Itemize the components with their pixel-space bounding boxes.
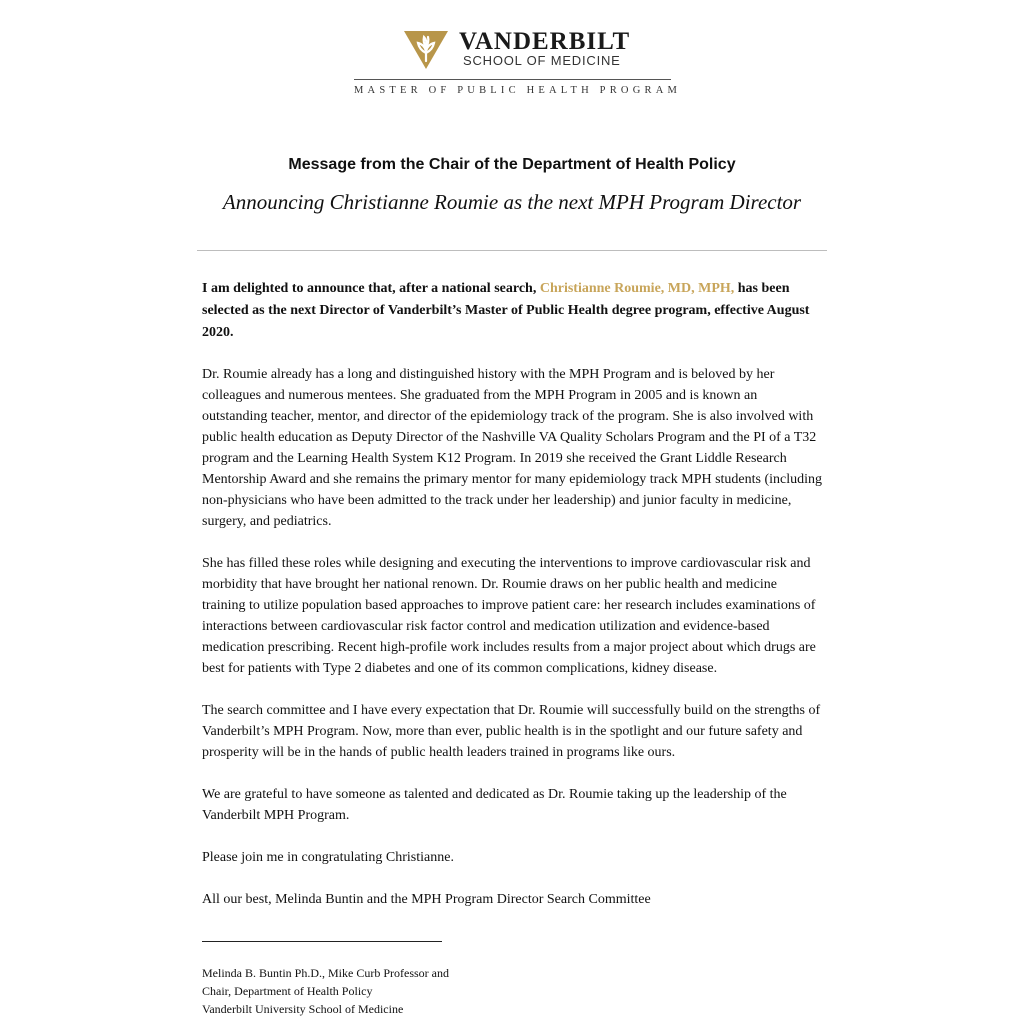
lead-text-after: has been selected as the next Director of Vanderbilt’s Master of Public Health degree program, effective August 2020. xyxy=(202,281,810,340)
brand-school: SCHOOL OF MEDICINE xyxy=(463,53,621,68)
paragraph-research: She has filled these roles while designing and executing the interventions to improve cardiovascular risk and morbidity that have brought her national renown. Dr. Roumie draws on her public health and medicine training to utilize population based approaches to improve patient care: her research includes examinations of interactions between cardiovascular risk factor control and medication utilization and evidence-based medication prescribing. Recent high-profile work includes results from a major project about which drugs are best for patients with Type 2 diabetes and one of its common complications, kidney disease. xyxy=(202,556,816,676)
brand-name: VANDERBILT xyxy=(459,28,631,55)
paragraph-closing: All our best, Melinda Buntin and the MPH Program Director Search Committee xyxy=(202,892,651,907)
brand-divider xyxy=(354,79,671,80)
signature-title-line: Chair, Department of Health Policy xyxy=(202,984,373,998)
paragraph-gratitude: We are grateful to have someone as talented and dedicated as Dr. Roumie taking up the leadership of the Vanderbilt MPH Program. xyxy=(202,787,787,823)
email-header xyxy=(0,0,1024,110)
paragraph-congratulate: Please join me in congratulating Christianne. xyxy=(202,850,454,865)
message-body xyxy=(202,278,824,931)
lead-text-before: I am delighted to announce that, after a national search, xyxy=(202,281,540,296)
signature-block xyxy=(202,964,602,1018)
signature-school-line: Vanderbilt University School of Medicine xyxy=(202,1002,404,1016)
message-title: Message from the Chair of the Department of Health Policy xyxy=(288,156,736,173)
signature-divider xyxy=(202,941,442,942)
lead-paragraph xyxy=(202,278,824,344)
paragraph-expectation: The search committee and I have every expectation that Dr. Roumie will successfully build on the strengths of Vanderbilt’s MPH Program. Now, more than ever, public health is in the spotlight and our future safety and prosperity will be in the hands of public health leaders trained in programs like ours. xyxy=(202,703,821,760)
message-subtitle: Announcing Christianne Roumie as the next MPH Program Director xyxy=(222,190,802,214)
vanderbilt-oak-leaf-logo-icon xyxy=(404,31,448,69)
director-name-link[interactable]: Christianne Roumie, MD, MPH, xyxy=(539,281,735,296)
paragraph-history: Dr. Roumie already has a long and distinguished history with the MPH Program and is beloved by her colleagues and numerous mentees. She graduated from the MPH Program in 2005 and is known an outstanding teacher, mentor, and director of the epidemiology track of the program. She is also involved with public health education as Deputy Director of the Nashville VA Quality Scholars Program and the PI of a T32 program and the Learning Health System K12 Program. In 2019 she received the Grant Liddle Research Mentorship Award and she remains the primary mentor for many epidemiology track MPH students (including non-physicians who have been admitted to the track under her leadership) and junior faculty in medicine, surgery, and pediatrics. xyxy=(202,367,823,529)
section-divider xyxy=(197,250,827,251)
brand-program: MASTER OF PUBLIC HEALTH PROGRAM xyxy=(354,85,682,96)
signature-name-line: Melinda B. Buntin Ph.D., Mike Curb Professor and xyxy=(202,966,449,980)
